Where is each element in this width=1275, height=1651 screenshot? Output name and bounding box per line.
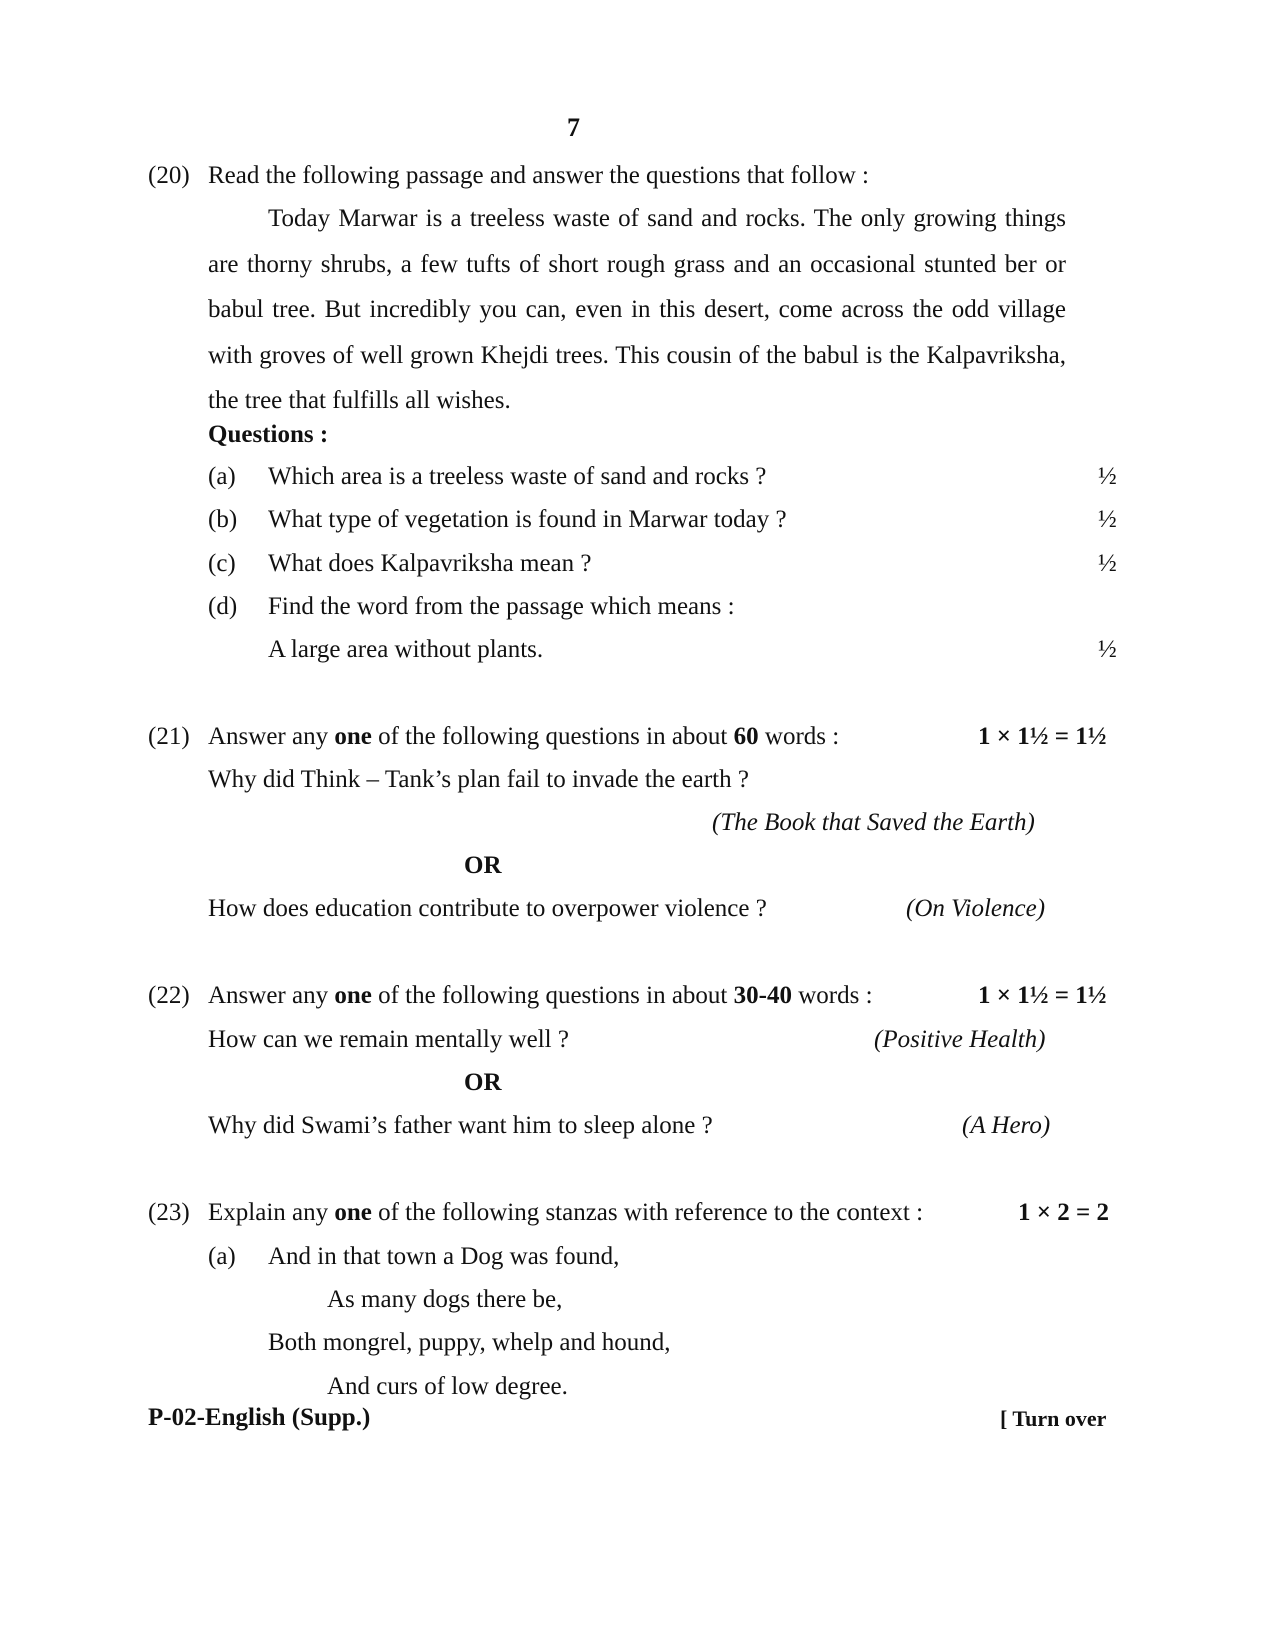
q22-question-1: How can we remain mentally well ?	[208, 1026, 569, 1053]
q20-a-marks: ½	[1098, 463, 1117, 490]
q23-a-label: (a)	[208, 1243, 236, 1270]
q20-a-text: Which area is a treeless waste of sand and rocks ?	[268, 463, 767, 490]
stanza-line-3: Both mongrel, puppy, whelp and hound,	[268, 1329, 671, 1356]
q21-question-1: Why did Think – Tank’s plan fail to invade the earth ?	[208, 766, 749, 793]
q22-or: OR	[464, 1069, 502, 1096]
stanza-line-2: As many dogs there be,	[327, 1286, 563, 1313]
q20-d-text: Find the word from the passage which means :	[268, 593, 735, 620]
q22-source-2: (A Hero)	[962, 1112, 1051, 1139]
stanza-line-1: And in that town a Dog was found,	[268, 1243, 620, 1270]
q23-instruction: Explain any one of the following stanzas with reference to the context :	[208, 1199, 924, 1226]
page-number: 7	[567, 113, 580, 142]
turn-over: [ Turn over	[1000, 1406, 1107, 1431]
q21-or: OR	[464, 852, 502, 879]
q23-number: (23)	[148, 1199, 190, 1226]
q20-c-text: What does Kalpavriksha mean ?	[268, 550, 592, 577]
q21-source-1: (The Book that Saved the Earth)	[712, 809, 1035, 836]
q21-instruction: Answer any one of the following questions in about 60 words :	[208, 723, 840, 750]
q21-marks: 1 × 1½ = 1½	[978, 723, 1107, 750]
q22-instruction: Answer any one of the following questions in about 30-40 words :	[208, 982, 873, 1009]
q20-c-label: (c)	[208, 550, 236, 577]
q23-marks: 1 × 2 = 2	[1018, 1199, 1109, 1226]
q20-d-text2: A large area without plants.	[268, 636, 544, 663]
q20-c-marks: ½	[1098, 550, 1117, 577]
q21-number: (21)	[148, 723, 190, 750]
q20-a-label: (a)	[208, 463, 236, 490]
q20-b-marks: ½	[1098, 506, 1117, 533]
q22-marks: 1 × 1½ = 1½	[978, 982, 1107, 1009]
q20-d-label: (d)	[208, 593, 238, 620]
q20-instruction: Read the following passage and answer the questions that follow :	[208, 162, 869, 189]
q20-passage: Today Marwar is a treeless waste of sand and rocks. The only growing things are thorny shrubs, a few tufts of short rough grass and an occasional stunted ber or babul tree. But incredibly you can, even in this desert, come across the odd village with groves of well grown Khejdi trees. This cousin of the babul is the Kalpavriksha, the tree that fulfills all wishes.	[208, 205, 1066, 414]
q20-b-label: (b)	[208, 506, 238, 533]
paper-code: P-02-English (Supp.)	[148, 1404, 371, 1431]
q20-d-marks: ½	[1098, 636, 1117, 663]
q22-question-2: Why did Swami’s father want him to sleep alone ?	[208, 1112, 713, 1139]
q20-number: (20)	[148, 162, 190, 189]
q20-b-text: What type of vegetation is found in Marwar today ?	[268, 506, 787, 533]
q21-question-2: How does education contribute to overpower violence ?	[208, 895, 767, 922]
q22-source-1: (Positive Health)	[874, 1026, 1046, 1053]
q22-number: (22)	[148, 982, 190, 1009]
stanza-line-4: And curs of low degree.	[327, 1373, 568, 1400]
questions-heading: Questions :	[208, 421, 329, 448]
q21-source-2: (On Violence)	[906, 895, 1046, 922]
